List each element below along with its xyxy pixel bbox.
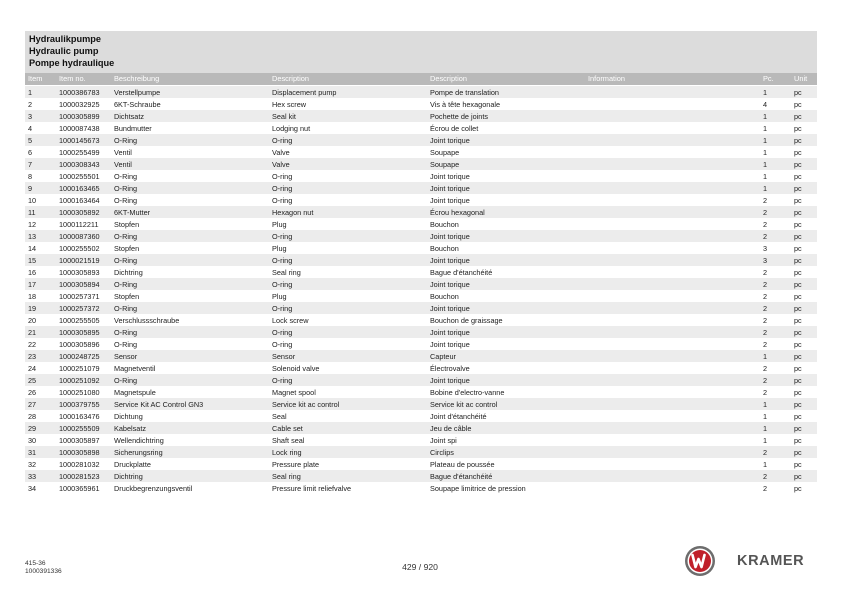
item-cell: 10 bbox=[28, 195, 37, 205]
unit-cell: pc bbox=[794, 483, 802, 493]
beschreibung-cell: 6KT-Schraube bbox=[114, 99, 161, 109]
item-no-cell: 1000255501 bbox=[59, 171, 100, 181]
item-cell: 14 bbox=[28, 243, 37, 253]
beschreibung-cell: O-Ring bbox=[114, 195, 138, 205]
unit-cell: pc bbox=[794, 267, 802, 277]
table-row bbox=[25, 218, 817, 230]
beschreibung-cell: Dichtring bbox=[114, 471, 143, 481]
unit-cell: pc bbox=[794, 291, 802, 301]
description-en-cell: Seal ring bbox=[272, 267, 301, 277]
description-fr-cell: Joint torique bbox=[430, 195, 470, 205]
pc-cell: 2 bbox=[763, 231, 768, 241]
beschreibung-cell: O-Ring bbox=[114, 327, 138, 337]
doc-number: 1000391336 bbox=[25, 568, 62, 575]
unit-cell: pc bbox=[794, 255, 802, 265]
table-row bbox=[25, 470, 817, 482]
beschreibung-cell: Dichtung bbox=[114, 411, 143, 421]
pc-cell: 1 bbox=[763, 459, 768, 469]
description-fr-cell: Joint torique bbox=[430, 375, 470, 385]
unit-cell: pc bbox=[794, 435, 802, 445]
pc-cell: 1 bbox=[763, 159, 768, 169]
kramer-logo-icon bbox=[684, 545, 716, 577]
description-en-cell: Displacement pump bbox=[272, 87, 337, 97]
pc-cell: 1 bbox=[763, 399, 768, 409]
beschreibung-cell: Verschlussschraube bbox=[114, 315, 180, 325]
item-cell: 30 bbox=[28, 435, 37, 445]
item-cell: 18 bbox=[28, 291, 37, 301]
description-fr-cell: Joint torique bbox=[430, 171, 470, 181]
pc-cell: 2 bbox=[763, 447, 768, 457]
unit-cell: pc bbox=[794, 123, 802, 133]
description-fr-cell: Vis à tête hexagonale bbox=[430, 99, 501, 109]
brand-name: KRAMER bbox=[737, 553, 805, 569]
pc-cell: 2 bbox=[763, 303, 768, 313]
description-fr-cell: Service kit ac control bbox=[430, 399, 498, 409]
unit-cell: pc bbox=[794, 243, 802, 253]
item-cell: 11 bbox=[28, 207, 36, 217]
description-en-cell: O-ring bbox=[272, 327, 293, 337]
item-no-cell: 1000112211 bbox=[59, 219, 99, 229]
item-no-cell: 1000248725 bbox=[59, 351, 100, 361]
pc-cell: 2 bbox=[763, 483, 768, 493]
title-fr: Pompe hydraulique bbox=[29, 58, 115, 68]
unit-cell: pc bbox=[794, 471, 802, 481]
unit-cell: pc bbox=[794, 351, 802, 361]
description-fr-cell: Joint torique bbox=[430, 339, 470, 349]
pc-cell: 2 bbox=[763, 327, 768, 337]
beschreibung-cell: O-Ring bbox=[114, 255, 138, 265]
pc-cell: 1 bbox=[763, 435, 768, 445]
item-cell: 13 bbox=[28, 231, 37, 241]
unit-cell: pc bbox=[794, 387, 802, 397]
pc-cell: 1 bbox=[763, 147, 768, 157]
table-row bbox=[25, 98, 817, 110]
item-cell: 22 bbox=[28, 339, 37, 349]
description-en-cell: Seal bbox=[272, 411, 287, 421]
unit-cell: pc bbox=[794, 411, 802, 421]
description-fr-cell: Capteur bbox=[430, 351, 456, 361]
table-row bbox=[25, 242, 817, 254]
item-cell: 15 bbox=[28, 255, 37, 265]
description-en-cell: Lodging nut bbox=[272, 123, 311, 133]
item-cell: 25 bbox=[28, 375, 37, 385]
description-fr-cell: Bouchon de graissage bbox=[430, 315, 503, 325]
item-no-cell: 1000305897 bbox=[59, 435, 100, 445]
table-row bbox=[25, 206, 817, 218]
pc-cell: 2 bbox=[763, 195, 768, 205]
unit-cell: pc bbox=[794, 147, 802, 157]
pc-cell: 1 bbox=[763, 183, 768, 193]
description-en-cell: O-ring bbox=[272, 339, 293, 349]
pc-cell: 2 bbox=[763, 471, 768, 481]
table-row bbox=[25, 398, 817, 410]
item-cell: 21 bbox=[28, 327, 37, 337]
table-row bbox=[25, 350, 817, 362]
description-en-cell: Lock ring bbox=[272, 447, 302, 457]
description-fr-cell: Soupape bbox=[430, 159, 460, 169]
table-row bbox=[25, 410, 817, 422]
unit-cell: pc bbox=[794, 423, 802, 433]
description-en-cell: Seal kit bbox=[272, 111, 296, 121]
unit-cell: pc bbox=[794, 279, 802, 289]
table-row bbox=[25, 158, 817, 170]
beschreibung-cell: Ventil bbox=[114, 159, 132, 169]
beschreibung-cell: O-Ring bbox=[114, 303, 138, 313]
description-fr-cell: Bouchon bbox=[430, 291, 459, 301]
description-en-cell: Seal ring bbox=[272, 471, 301, 481]
pc-cell: 1 bbox=[763, 411, 768, 421]
table-row bbox=[25, 122, 817, 134]
unit-cell: pc bbox=[794, 339, 802, 349]
item-cell: 16 bbox=[28, 267, 37, 277]
description-en-cell: Plug bbox=[272, 243, 287, 253]
description-en-cell: O-ring bbox=[272, 255, 293, 265]
header-pc: Pc. bbox=[763, 74, 774, 83]
description-en-cell: Plug bbox=[272, 219, 287, 229]
description-en-cell: Pressure plate bbox=[272, 459, 320, 469]
table-header bbox=[25, 73, 817, 85]
beschreibung-cell: 6KT-Mutter bbox=[114, 207, 151, 217]
item-no-cell: 1000379755 bbox=[59, 399, 100, 409]
table-row bbox=[25, 278, 817, 290]
description-en-cell: Solenoid valve bbox=[272, 363, 320, 373]
description-en-cell: Hexagon nut bbox=[272, 207, 314, 217]
description-fr-cell: Plateau de poussée bbox=[430, 459, 495, 469]
item-no-cell: 1000255505 bbox=[59, 315, 100, 325]
description-en-cell: O-ring bbox=[272, 231, 293, 241]
item-cell: 28 bbox=[28, 411, 37, 421]
table-row bbox=[25, 386, 817, 398]
item-cell: 19 bbox=[28, 303, 37, 313]
item-no-cell: 1000021519 bbox=[59, 255, 100, 265]
description-fr-cell: Jeu de câble bbox=[430, 423, 472, 433]
header-information: Information bbox=[588, 74, 625, 83]
unit-cell: pc bbox=[794, 111, 802, 121]
table-row bbox=[25, 170, 817, 182]
pc-cell: 2 bbox=[763, 291, 768, 301]
page-number: 429 / 920 bbox=[402, 562, 438, 572]
description-fr-cell: Joint torique bbox=[430, 279, 470, 289]
table-row bbox=[25, 266, 817, 278]
unit-cell: pc bbox=[794, 459, 802, 469]
description-en-cell: Pressure limit reliefvalve bbox=[272, 483, 352, 493]
item-cell: 29 bbox=[28, 423, 37, 433]
description-en-cell: Cable set bbox=[272, 423, 303, 433]
beschreibung-cell: Bundmutter bbox=[114, 123, 152, 133]
item-cell: 31 bbox=[28, 447, 37, 457]
item-no-cell: 1000145673 bbox=[59, 135, 100, 145]
pc-cell: 2 bbox=[763, 315, 768, 325]
unit-cell: pc bbox=[794, 87, 802, 97]
pc-cell: 1 bbox=[763, 171, 768, 181]
header-item-no: Item no. bbox=[59, 74, 86, 83]
table-row bbox=[25, 446, 817, 458]
item-cell: 34 bbox=[28, 483, 37, 493]
table-row bbox=[25, 194, 817, 206]
item-no-cell: 1000255502 bbox=[59, 243, 100, 253]
item-no-cell: 1000032925 bbox=[59, 99, 100, 109]
description-en-cell: Shaft seal bbox=[272, 435, 305, 445]
table-row bbox=[25, 374, 817, 386]
table-row bbox=[25, 482, 817, 494]
item-no-cell: 1000255499 bbox=[59, 147, 100, 157]
pc-cell: 4 bbox=[763, 99, 768, 109]
description-en-cell: O-ring bbox=[272, 135, 293, 145]
item-cell: 24 bbox=[28, 363, 37, 373]
title-de: Hydraulikpumpe bbox=[29, 34, 101, 44]
pc-cell: 1 bbox=[763, 135, 768, 145]
pc-cell: 2 bbox=[763, 207, 768, 217]
description-fr-cell: Joint torique bbox=[430, 231, 470, 241]
description-fr-cell: Bague d'étanchéité bbox=[430, 267, 493, 277]
unit-cell: pc bbox=[794, 447, 802, 457]
unit-cell: pc bbox=[794, 183, 802, 193]
doc-code: 415-36 bbox=[25, 560, 46, 567]
table-row bbox=[25, 458, 817, 470]
pc-cell: 2 bbox=[763, 363, 768, 373]
beschreibung-cell: Dichtring bbox=[114, 267, 143, 277]
item-no-cell: 1000281032 bbox=[59, 459, 100, 469]
table-row bbox=[25, 362, 817, 374]
table-row bbox=[25, 230, 817, 242]
beschreibung-cell: Stopfen bbox=[114, 243, 140, 253]
beschreibung-cell: Druckbegrenzungsventil bbox=[114, 483, 193, 493]
item-no-cell: 1000251079 bbox=[59, 363, 100, 373]
item-cell: 2 bbox=[28, 99, 33, 109]
description-fr-cell: Bobine d'electro-vanne bbox=[430, 387, 505, 397]
beschreibung-cell: O-Ring bbox=[114, 339, 138, 349]
description-fr-cell: Bouchon bbox=[430, 219, 459, 229]
description-en-cell: Valve bbox=[272, 159, 290, 169]
pc-cell: 2 bbox=[763, 387, 768, 397]
unit-cell: pc bbox=[794, 159, 802, 169]
description-fr-cell: Joint torique bbox=[430, 135, 470, 145]
item-no-cell: 1000255509 bbox=[59, 423, 100, 433]
title-en: Hydraulic pump bbox=[29, 46, 99, 56]
unit-cell: pc bbox=[794, 171, 802, 181]
description-en-cell: Lock screw bbox=[272, 315, 309, 325]
pc-cell: 2 bbox=[763, 375, 768, 385]
item-cell: 26 bbox=[28, 387, 37, 397]
table-row bbox=[25, 338, 817, 350]
parts-table-body bbox=[25, 86, 817, 494]
header-description-en: Description bbox=[272, 74, 309, 83]
beschreibung-cell: Stopfen bbox=[114, 219, 140, 229]
item-cell: 4 bbox=[28, 123, 33, 133]
item-no-cell: 1000308343 bbox=[59, 159, 100, 169]
item-cell: 8 bbox=[28, 171, 33, 181]
table-row bbox=[25, 422, 817, 434]
pc-cell: 2 bbox=[763, 267, 768, 277]
beschreibung-cell: Druckplatte bbox=[114, 459, 151, 469]
pc-cell: 3 bbox=[763, 243, 768, 253]
unit-cell: pc bbox=[794, 327, 802, 337]
unit-cell: pc bbox=[794, 315, 802, 325]
item-no-cell: 1000305898 bbox=[59, 447, 100, 457]
item-no-cell: 1000365961 bbox=[59, 483, 100, 493]
pc-cell: 2 bbox=[763, 339, 768, 349]
table-row bbox=[25, 86, 817, 98]
header-description-fr: Description bbox=[430, 74, 467, 83]
description-fr-cell: Joint spi bbox=[430, 435, 457, 445]
description-en-cell: Service kit ac control bbox=[272, 399, 340, 409]
pc-cell: 1 bbox=[763, 423, 768, 433]
item-no-cell: 1000305894 bbox=[59, 279, 100, 289]
beschreibung-cell: O-Ring bbox=[114, 171, 138, 181]
header-beschreibung: Beschreibung bbox=[114, 74, 160, 83]
title-band bbox=[25, 31, 817, 73]
beschreibung-cell: O-Ring bbox=[114, 135, 138, 145]
table-row bbox=[25, 110, 817, 122]
description-fr-cell: Joint torique bbox=[430, 183, 470, 193]
beschreibung-cell: Service Kit AC Control GN3 bbox=[114, 399, 204, 409]
item-no-cell: 1000251080 bbox=[59, 387, 100, 397]
beschreibung-cell: Stopfen bbox=[114, 291, 140, 301]
description-en-cell: Hex screw bbox=[272, 99, 307, 109]
item-no-cell: 1000163465 bbox=[59, 183, 100, 193]
item-no-cell: 1000251092 bbox=[59, 375, 100, 385]
table-row bbox=[25, 326, 817, 338]
unit-cell: pc bbox=[794, 231, 802, 241]
beschreibung-cell: Verstellpumpe bbox=[114, 87, 161, 97]
item-no-cell: 1000163476 bbox=[59, 411, 100, 421]
item-cell: 23 bbox=[28, 351, 37, 361]
table-row bbox=[25, 302, 817, 314]
item-no-cell: 1000305892 bbox=[59, 207, 100, 217]
item-cell: 1 bbox=[28, 87, 33, 97]
pc-cell: 2 bbox=[763, 279, 768, 289]
description-en-cell: Plug bbox=[272, 291, 287, 301]
table-row bbox=[25, 182, 817, 194]
item-cell: 32 bbox=[28, 459, 37, 469]
item-cell: 17 bbox=[28, 279, 37, 289]
description-fr-cell: Soupape limitrice de pression bbox=[430, 483, 526, 493]
item-cell: 33 bbox=[28, 471, 37, 481]
pc-cell: 1 bbox=[763, 123, 768, 133]
description-en-cell: O-ring bbox=[272, 171, 293, 181]
item-no-cell: 1000305893 bbox=[59, 267, 100, 277]
unit-cell: pc bbox=[794, 135, 802, 145]
unit-cell: pc bbox=[794, 207, 802, 217]
pc-cell: 1 bbox=[763, 87, 768, 97]
item-cell: 20 bbox=[28, 315, 37, 325]
item-no-cell: 1000305899 bbox=[59, 111, 100, 121]
description-fr-cell: Joint torique bbox=[430, 255, 470, 265]
beschreibung-cell: O-Ring bbox=[114, 231, 138, 241]
description-fr-cell: Pochette de joints bbox=[430, 111, 489, 121]
description-fr-cell: Joint d'étanchéité bbox=[430, 411, 487, 421]
beschreibung-cell: O-Ring bbox=[114, 279, 138, 289]
description-fr-cell: Écrou hexagonal bbox=[430, 207, 485, 217]
description-en-cell: Valve bbox=[272, 147, 290, 157]
description-fr-cell: Bague d'étanchéité bbox=[430, 471, 493, 481]
pc-cell: 1 bbox=[763, 111, 768, 121]
beschreibung-cell: Kabelsatz bbox=[114, 423, 147, 433]
table-row bbox=[25, 434, 817, 446]
item-no-cell: 1000386783 bbox=[59, 87, 100, 97]
header-item: Item bbox=[28, 74, 43, 83]
unit-cell: pc bbox=[794, 99, 802, 109]
table-row bbox=[25, 134, 817, 146]
beschreibung-cell: Dichtsatz bbox=[114, 111, 145, 121]
description-en-cell: O-ring bbox=[272, 279, 293, 289]
item-no-cell: 1000305895 bbox=[59, 327, 100, 337]
description-en-cell: Sensor bbox=[272, 351, 296, 361]
unit-cell: pc bbox=[794, 399, 802, 409]
unit-cell: pc bbox=[794, 375, 802, 385]
pc-cell: 3 bbox=[763, 255, 768, 265]
item-no-cell: 1000163464 bbox=[59, 195, 100, 205]
pc-cell: 1 bbox=[763, 351, 768, 361]
header-unit: Unit bbox=[794, 74, 808, 83]
document-code bbox=[25, 560, 62, 576]
unit-cell: pc bbox=[794, 195, 802, 205]
item-no-cell: 1000281523 bbox=[59, 471, 100, 481]
item-cell: 27 bbox=[28, 399, 37, 409]
item-no-cell: 1000087360 bbox=[59, 231, 100, 241]
beschreibung-cell: Magnetspule bbox=[114, 387, 156, 397]
beschreibung-cell: Magnetventil bbox=[114, 363, 156, 373]
item-no-cell: 1000257372 bbox=[59, 303, 100, 313]
pc-cell: 2 bbox=[763, 219, 768, 229]
description-fr-cell: Bouchon bbox=[430, 243, 459, 253]
table-row bbox=[25, 146, 817, 158]
description-fr-cell: Pompe de translation bbox=[430, 87, 499, 97]
beschreibung-cell: Sicherungsring bbox=[114, 447, 163, 457]
beschreibung-cell: Wellendichtring bbox=[114, 435, 164, 445]
description-fr-cell: Joint torique bbox=[430, 303, 470, 313]
item-cell: 5 bbox=[28, 135, 33, 145]
description-en-cell: O-ring bbox=[272, 303, 293, 313]
item-no-cell: 1000257371 bbox=[59, 291, 100, 301]
table-row bbox=[25, 290, 817, 302]
beschreibung-cell: Sensor bbox=[114, 351, 138, 361]
beschreibung-cell: O-Ring bbox=[114, 183, 138, 193]
item-cell: 7 bbox=[28, 159, 33, 169]
description-fr-cell: Écrou de collet bbox=[430, 123, 479, 133]
description-en-cell: O-ring bbox=[272, 375, 293, 385]
item-cell: 9 bbox=[28, 183, 33, 193]
beschreibung-cell: O-Ring bbox=[114, 375, 138, 385]
description-en-cell: Magnet spool bbox=[272, 387, 316, 397]
beschreibung-cell: Ventil bbox=[114, 147, 132, 157]
description-en-cell: O-ring bbox=[272, 183, 293, 193]
description-fr-cell: Joint torique bbox=[430, 327, 470, 337]
item-cell: 12 bbox=[28, 219, 37, 229]
description-fr-cell: Électrovalve bbox=[430, 363, 470, 373]
unit-cell: pc bbox=[794, 219, 802, 229]
description-en-cell: O-ring bbox=[272, 195, 293, 205]
item-no-cell: 1000087438 bbox=[59, 123, 100, 133]
table-row bbox=[25, 254, 817, 266]
description-fr-cell: Soupape bbox=[430, 147, 460, 157]
item-no-cell: 1000305896 bbox=[59, 339, 100, 349]
unit-cell: pc bbox=[794, 363, 802, 373]
item-cell: 3 bbox=[28, 111, 33, 121]
unit-cell: pc bbox=[794, 303, 802, 313]
item-cell: 6 bbox=[28, 147, 33, 157]
table-row bbox=[25, 314, 817, 326]
description-fr-cell: Circlips bbox=[430, 447, 454, 457]
